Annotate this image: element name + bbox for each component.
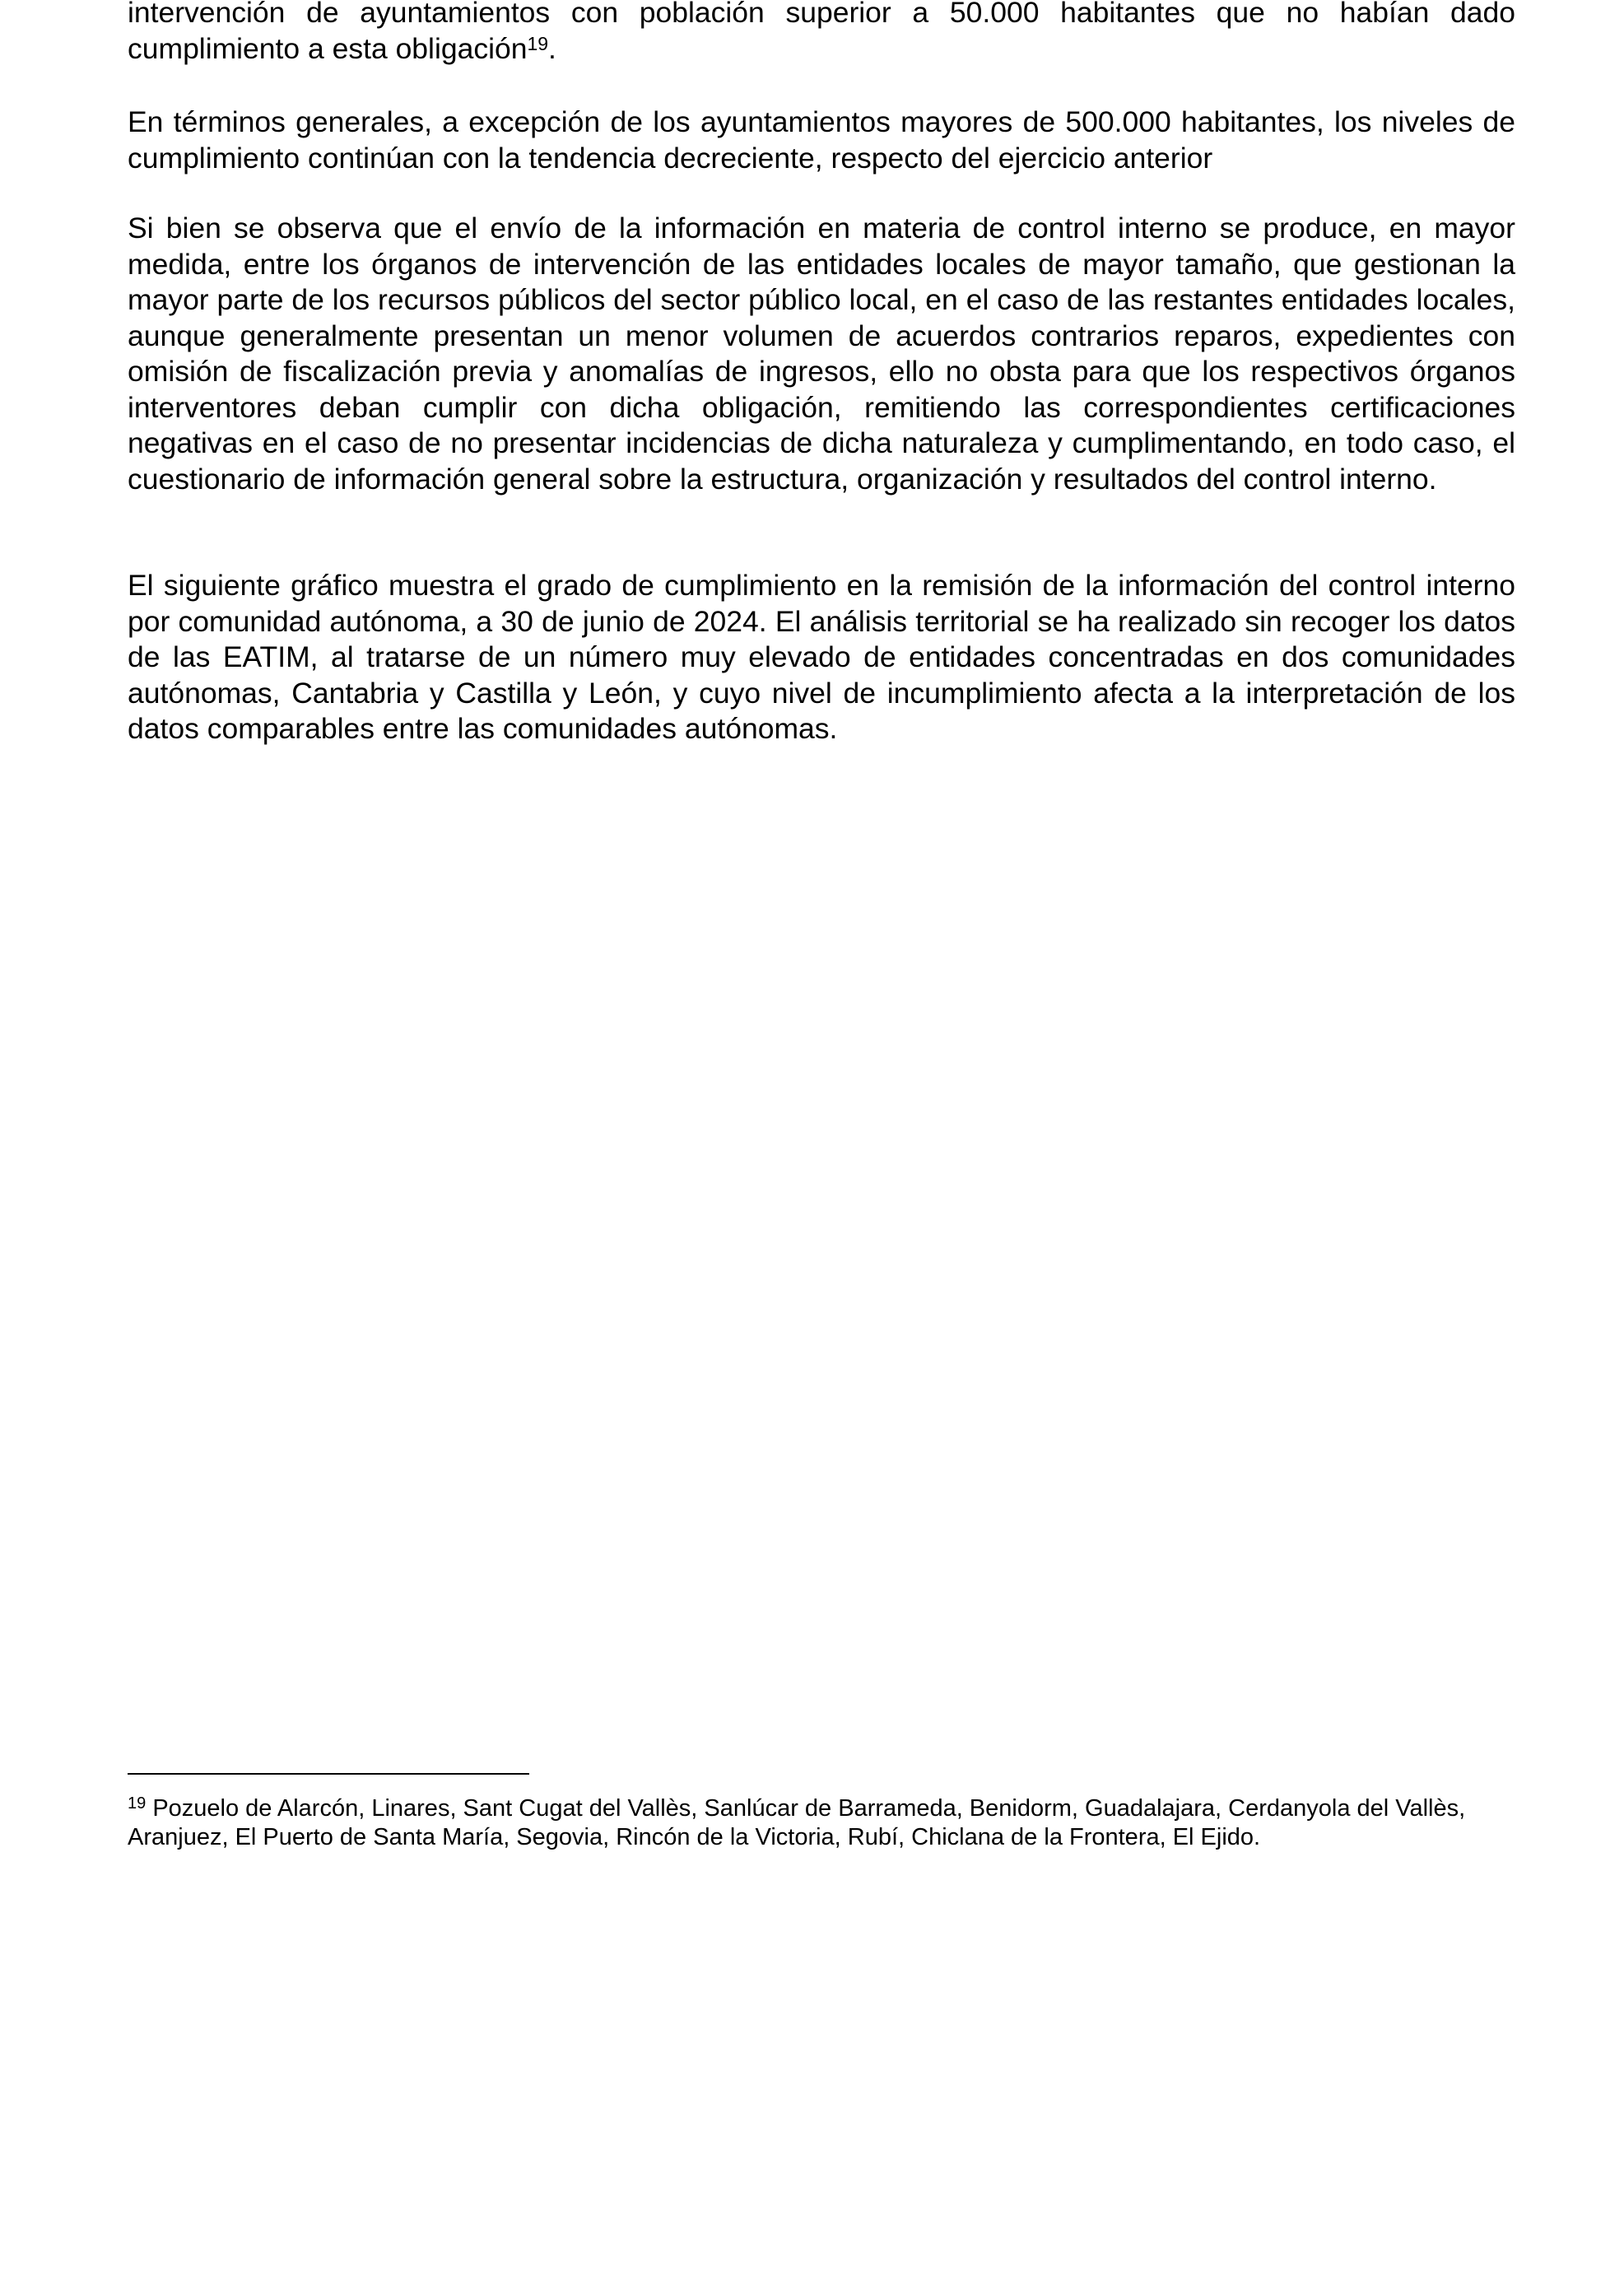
- footnote-reference[interactable]: 19: [527, 32, 549, 54]
- footnote-text: Pozuelo de Alarcón, Linares, Sant Cugat del Vallès, Sanlúcar de Barrameda, Benidorm, Guadalajara, Cerdanyola del Vallès, Aranjuez, El Puerto de Santa María, Segovia, Rincón de la Victoria, Rubí, Chiclana de la Frontera, El Ejido.: [128, 1795, 1466, 1850]
- paragraph-1-end: .: [548, 31, 556, 65]
- footnote: [128, 1794, 1527, 1852]
- paragraph-2: En términos generales, a excepción de los ayuntamientos mayores de 500.000 habitantes, los niveles de cumplimiento continúan con la tendencia decreciente, respecto del ejercicio anterior: [128, 105, 1515, 175]
- paragraph-3: Si bien se observa que el envío de la información en materia de control interno se produce, en mayor medida, entre los órganos de intervención de las entidades locales de mayor tamaño, que gestionan la mayor parte de los recursos públicos del sector público local, en el caso de las restantes entidades locales, aunque generalmente presentan un menor volumen de acuerdos contrarios reparos, expedientes con omisión de fiscalización previa y anomalías de ingresos, ello no obsta para que los respectivos órganos interventores deban cumplir con dicha obligación, remitiendo las correspondientes certificaciones negativas en el caso de no presentar incidencias de dicha naturaleza y cumplimentando, en todo caso, el cuestionario de información general sobre la estructura, organización y resultados del control interno.: [128, 212, 1515, 496]
- paragraph-4: El siguiente gráfico muestra el grado de cumplimiento en la remisión de la información del control interno por comunidad autónoma, a 30 de junio de 2024. El análisis territorial se ha realizado sin recoger los datos de las EATIM, al tratarse de un número muy elevado de entidades concentradas en dos comunidades autónomas, Cantabria y Castilla y León, y cuyo nivel de incumplimiento afecta a la interpretación de los datos comparables entre las comunidades autónomas.: [128, 569, 1515, 745]
- paragraph-1-text: intervención de ayuntamientos con población superior a 50.000 habitantes que no habían dado cumplimiento a esta obligación: [128, 0, 1515, 65]
- paragraph-1: [128, 0, 1515, 67]
- footnote-separator: [128, 1773, 529, 1775]
- footnote-number: 19: [128, 1794, 147, 1813]
